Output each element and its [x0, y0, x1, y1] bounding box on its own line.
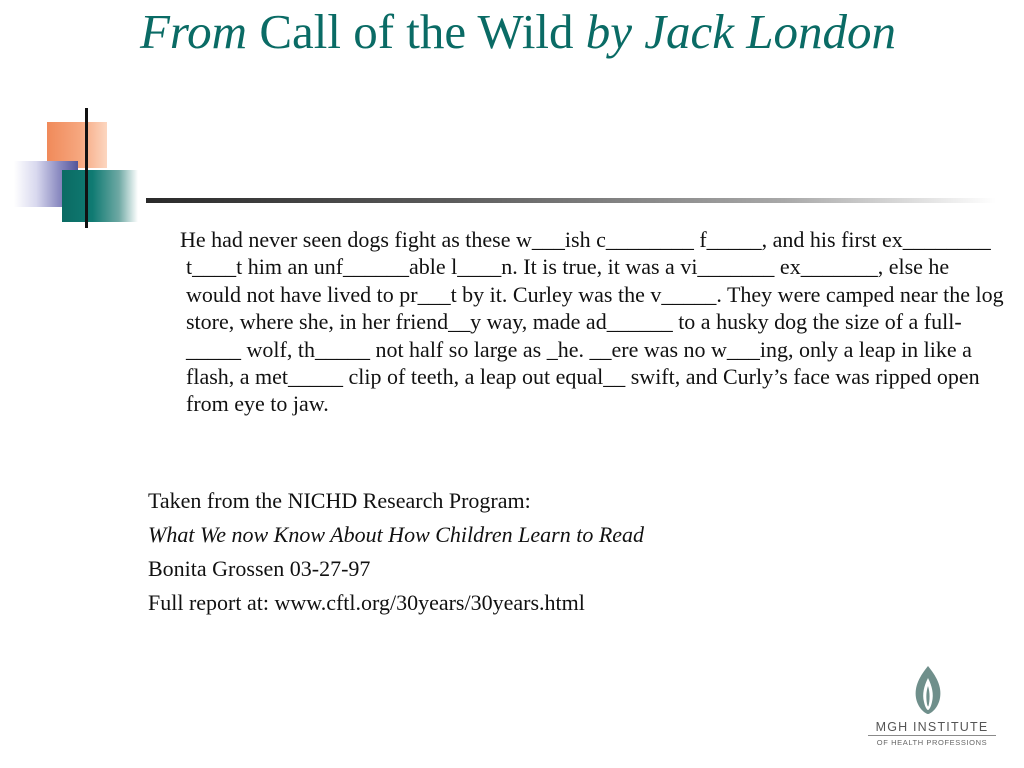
title-author: by Jack London [585, 4, 897, 59]
source-citation [148, 484, 968, 620]
teal-square [62, 170, 138, 222]
vertical-accent-line [85, 108, 88, 228]
source-line-author: Bonita Grossen 03-27-97 [148, 556, 371, 581]
cloze-passage: He had never seen dogs fight as these w___ish c________ f_____, and his first ex________ t____t him an unf______able l____n. It is true, it was a vi_______ ex_______, else he would not have lived to pr___t by it. Curley was the v_____. They were camped near the log store, where she, in her friend__y way, made ad______ to a husky dog the size of a full-_____ wolf, th_____ not half so large as _he. __ere was no w___ing, only a leap in like a flash, a met_____ clip of teeth, a leap out equal__ swift, and Curly’s face was ripped open from eye to jaw. [180, 227, 1004, 417]
title-divider [146, 198, 996, 203]
title-from: From [140, 4, 248, 59]
logo-name: MGH INSTITUTE [875, 720, 989, 734]
title-book: Call of the Wild [247, 4, 586, 59]
flame-icon [910, 664, 946, 716]
slide-title [140, 0, 920, 64]
source-line-program: Taken from the NICHD Research Program: [148, 488, 531, 513]
logo-subtitle: OF HEALTH PROFESSIONS [876, 738, 988, 747]
mgh-logo [860, 664, 1000, 756]
logo-rule [868, 735, 996, 736]
source-line-url: Full report at: www.cftl.org/30years/30years.html [148, 590, 585, 615]
source-line-title: What We now Know About How Children Learn to Read [148, 522, 645, 547]
corner-decoration [0, 0, 150, 240]
